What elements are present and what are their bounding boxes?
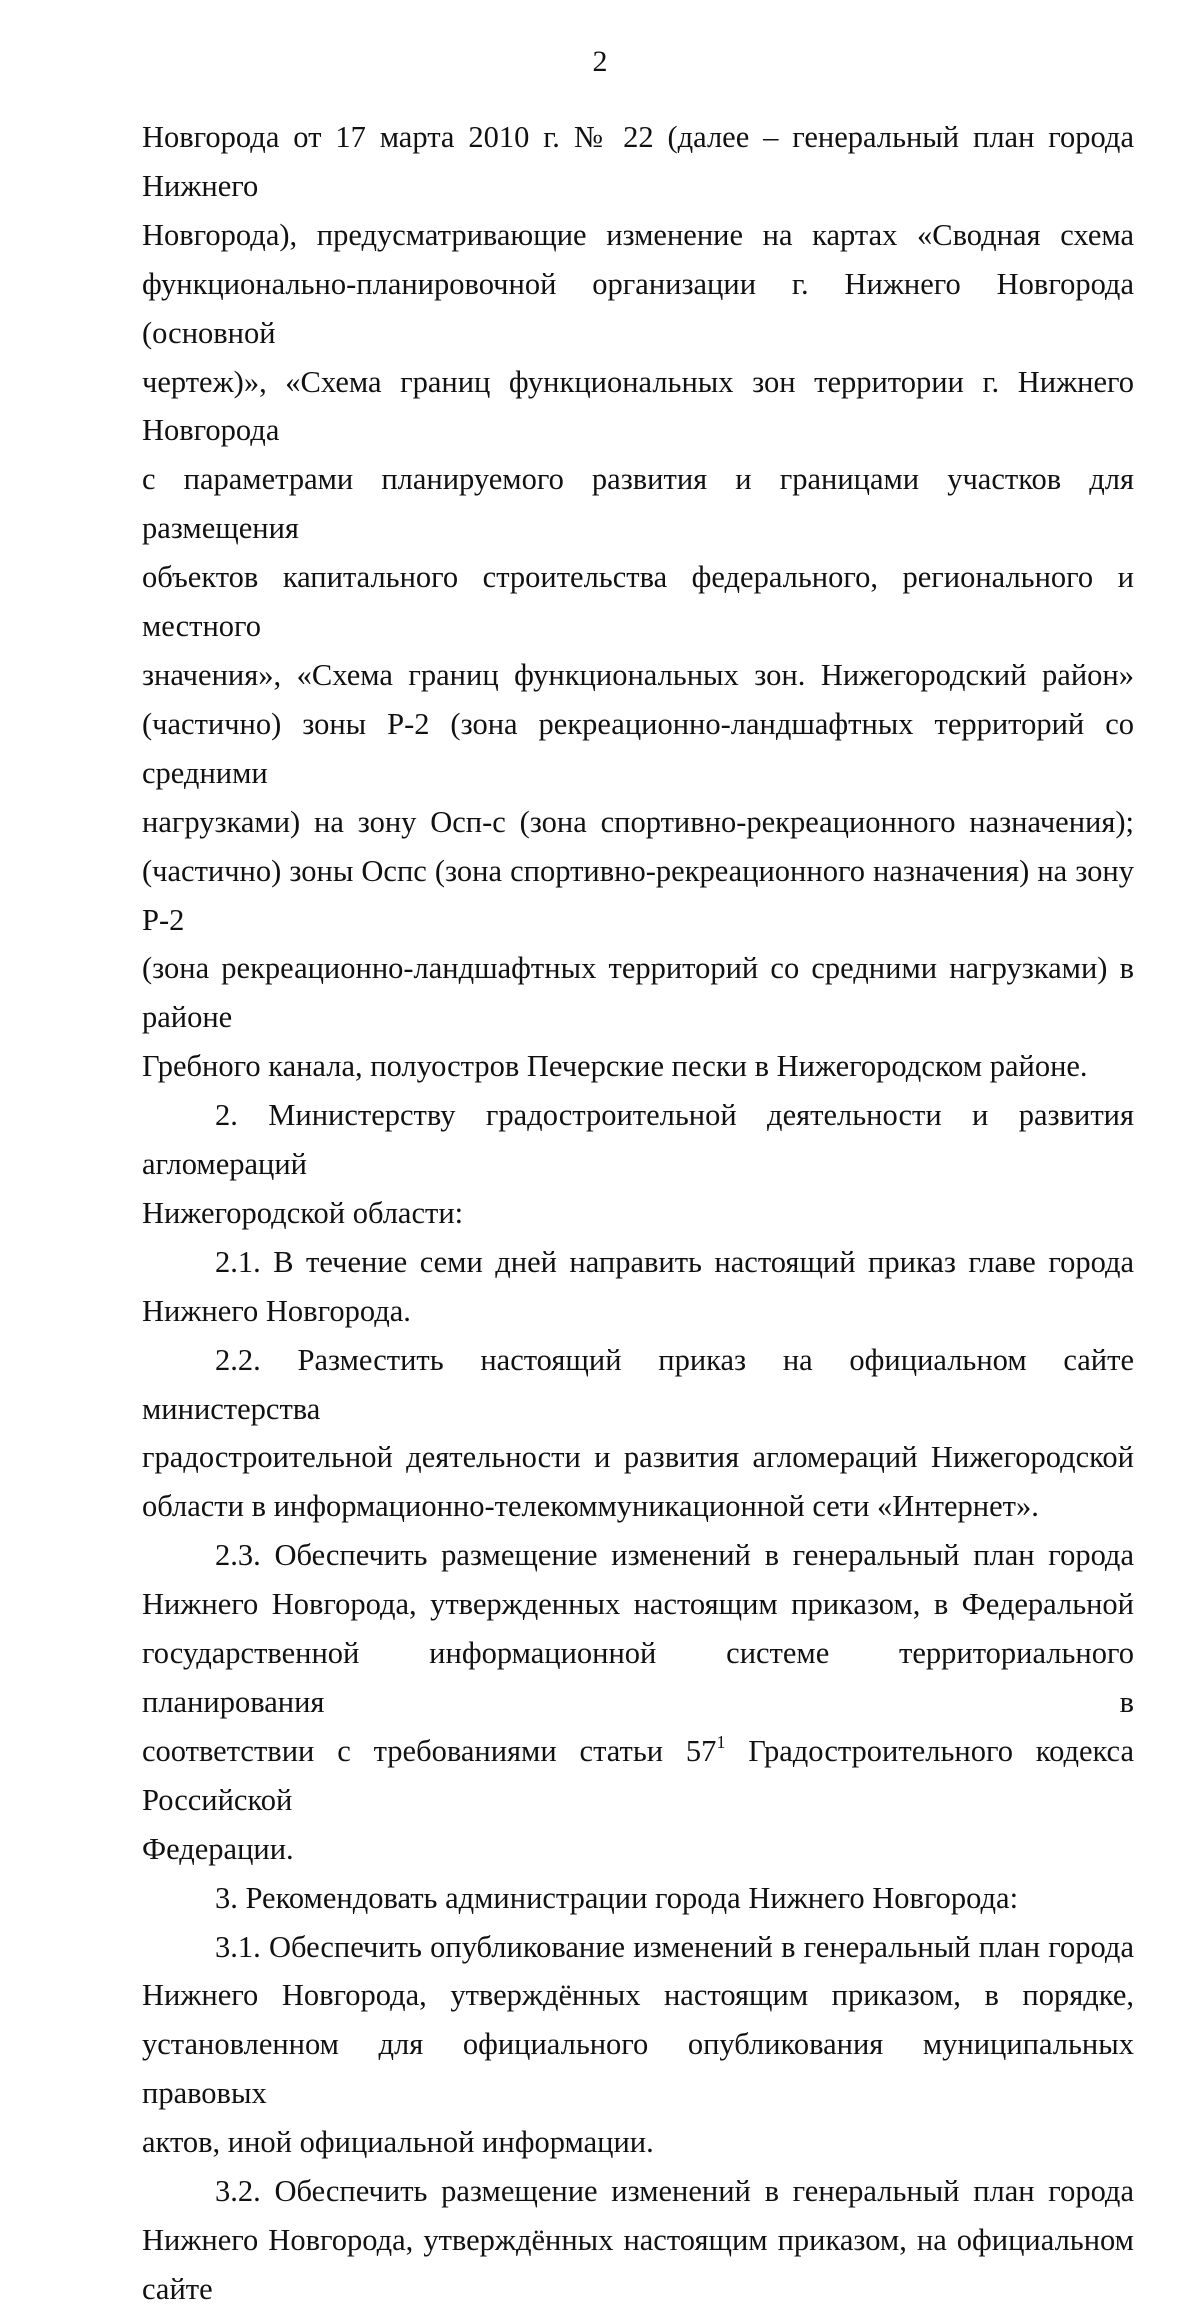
text-line: объектов капитального строительства федерального, регионального и местного — [142, 560, 1134, 644]
paragraph-item-2-2 — [142, 1336, 1134, 1532]
text-line: 2. Министерству градостроительной деятельности и развития агломераций — [142, 1098, 1134, 1182]
text-line: 3.1. Обеспечить опубликование изменений в генеральный план города — [215, 1929, 1134, 1964]
text-line: области в информационно-телекоммуникационной сети «Интернет». — [142, 1489, 1039, 1524]
text-line: 2.3. Обеспечить размещение изменений в генеральный план города — [215, 1538, 1134, 1573]
text-line: с параметрами планируемого развития и границами участков для размещения — [142, 462, 1134, 546]
text-line: функционально-планировочной организации г. Нижнего Новгорода (основной — [142, 266, 1134, 350]
paragraph-item-3-1 — [142, 1923, 1134, 2168]
text-line: 2.2. Разместить настоящий приказ на официальном сайте министерства — [142, 1342, 1134, 1426]
text-line: значения», «Схема границ функциональных зон. Нижегородский район» — [142, 657, 1134, 692]
text-line: градостроительной деятельности и развития агломераций Нижегородской — [142, 1440, 1134, 1475]
text-line: государственной информационной системе территориального планирования в — [142, 1636, 1134, 1719]
text-fragment: соответствии с требованиями статьи 57 — [142, 1733, 717, 1768]
text-line: чертеж)», «Схема границ функциональных зон территории г. Нижнего Новгорода — [142, 364, 1134, 448]
text-line: Нижнего Новгорода. — [142, 1293, 411, 1328]
text-line: Новгорода), предусматривающие изменение на картах «Сводная схема — [142, 217, 1134, 252]
text-line: Новгорода от 17 марта 2010 г. № 22 (далее – генеральный план города Нижнего — [142, 120, 1134, 203]
text-line: (зона рекреационно-ландшафтных территорий со средними нагрузками) в районе — [142, 951, 1134, 1035]
text-line: установленном для официального опубликования муниципальных правовых — [142, 2027, 1134, 2111]
text-line: 3.2. Обеспечить размещение изменений в генеральный план города — [215, 2174, 1134, 2209]
paragraph-item-2 — [142, 1091, 1134, 1238]
text-line: Нижнего Новгорода, утверждённых настоящим приказом, на официальном сайте — [142, 2222, 1134, 2306]
paragraph-item-2-1 — [142, 1238, 1134, 1336]
text-line: (частично) зоны Оспс (зона спортивно-рекреационного назначения) на зону Р-2 — [142, 853, 1134, 937]
text-line: Федерации. — [142, 1831, 294, 1866]
text-line: 2.1. В течение семи дней направить настоящий приказ главе города — [215, 1244, 1134, 1279]
paragraph-item-3 — [142, 1874, 1134, 1923]
paragraph-item-2-3 — [142, 1531, 1134, 1873]
text-line: Нижнего Новгорода, утверждённых настоящим приказом, в порядке, — [142, 1978, 1134, 2013]
superscript: 1 — [716, 1731, 726, 1752]
text-line: Нижегородской области: — [142, 1195, 464, 1230]
page-number: 2 — [592, 45, 608, 78]
paragraph-general-plan-changes — [142, 113, 1134, 1091]
text-fragment: Градостроительного кодекса Российской — [142, 1733, 1135, 1817]
text-line-with-superscript — [142, 1727, 1134, 1825]
text-line: Гребного канала, полуостров Печерские пески в Нижегородском районе. — [142, 1049, 1088, 1084]
text-line: (частично) зоны Р-2 (зона рекреационно-ландшафтных территорий со средними — [142, 706, 1134, 790]
paragraph-item-3-2 — [142, 2167, 1134, 2314]
text-line: нагрузками) на зону Осп-с (зона спортивно-рекреационного назначения); — [142, 804, 1134, 839]
text-line: Нижнего Новгорода, утвержденных настоящим приказом, в Федеральной — [142, 1587, 1134, 1622]
text-line: 3. Рекомендовать администрации города Нижнего Новгорода: — [215, 1880, 1019, 1915]
text-line: актов, иной официальной информации. — [142, 2125, 654, 2160]
document-body — [142, 113, 1134, 2314]
